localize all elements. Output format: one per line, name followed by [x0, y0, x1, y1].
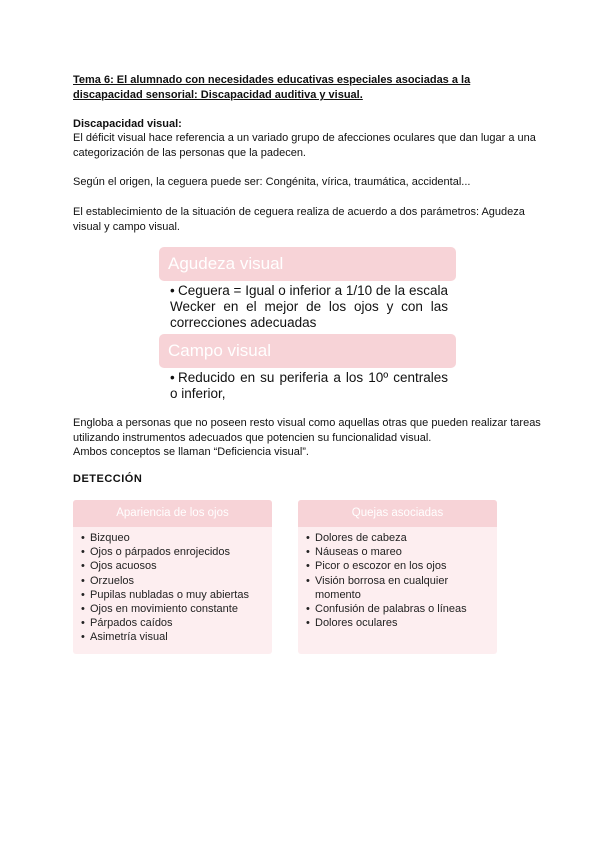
list-item: • Orzuelos — [81, 574, 249, 588]
list-item: • Picor o escozor en los ojos — [306, 559, 486, 573]
bullet-icon: • — [170, 283, 175, 298]
paragraph-engloba: Engloba a personas que no poseen resto visual como aquellas otras que pueden realizar tareas utilizando instrumentos adecuados que potencien su funcionalidad visual. — [73, 417, 541, 444]
list-item: • Bizqueo — [81, 531, 249, 545]
list-item: • Ojos en movimiento constante — [81, 602, 249, 616]
apariencia-ojos-header: Apariencia de los ojos — [73, 500, 272, 527]
list-item: • Visión borrosa en cualquier momento — [306, 574, 486, 602]
paragraph-origen: Según el origen, la ceguera puede ser: Congénita, vírica, traumática, accidental... — [73, 176, 471, 188]
quejas-asociadas-card — [298, 500, 497, 654]
section-heading-discapacidad-visual: Discapacidad visual: — [73, 118, 182, 130]
list-item: • Ojos acuosos — [81, 559, 249, 573]
list-item: • Pupilas nubladas o muy abiertas — [81, 588, 249, 602]
paragraph-deficit-visual: El déficit visual hace referencia a un variado grupo de afecciones oculares que dan lugar a una categorización de las personas que la padecen. — [73, 132, 536, 159]
apariencia-ojos-card — [73, 500, 272, 654]
list-item: • Náuseas o mareo — [306, 545, 486, 559]
quejas-asociadas-header: Quejas asociadas — [298, 500, 497, 527]
paragraph-parametros: El establecimiento de la situación de ceguera realiza de acuerdo a dos parámetros: Agudeza visual y campo visual. — [73, 206, 525, 233]
list-item: • Ojos o párpados enrojecidos — [81, 545, 249, 559]
document-title: Tema 6: El alumnado con necesidades educativas especiales asociadas a la discapacidad sensorial: Discapacidad auditiva y visual. — [73, 74, 471, 101]
agudeza-visual-header: Agudeza visual — [159, 247, 456, 281]
list-item: • Asimetría visual — [81, 630, 249, 644]
deteccion-heading: DETECCIÓN — [73, 473, 143, 485]
quejas-asociadas-list — [306, 531, 486, 630]
campo-visual-bullet — [170, 370, 448, 402]
apariencia-ojos-list — [81, 531, 249, 645]
list-item: • Dolores oculares — [306, 616, 486, 630]
paragraph-ambos-conceptos: Ambos conceptos se llaman “Deficiencia visual”. — [73, 446, 309, 458]
agudeza-visual-text: Ceguera = Igual o inferior a 1/10 de la escala Wecker en el mejor de los ojos y con las correcciones adecuadas — [170, 283, 448, 330]
list-item: • Párpados caídos — [81, 616, 249, 630]
campo-visual-text: Reducido en su periferia a los 10º centrales o inferior, — [170, 370, 448, 401]
agudeza-visual-bullet — [170, 283, 448, 331]
list-item: • Confusión de palabras o líneas — [306, 602, 486, 616]
campo-visual-header: Campo visual — [159, 334, 456, 368]
list-item: • Dolores de cabeza — [306, 531, 486, 545]
bullet-icon: • — [170, 370, 175, 385]
